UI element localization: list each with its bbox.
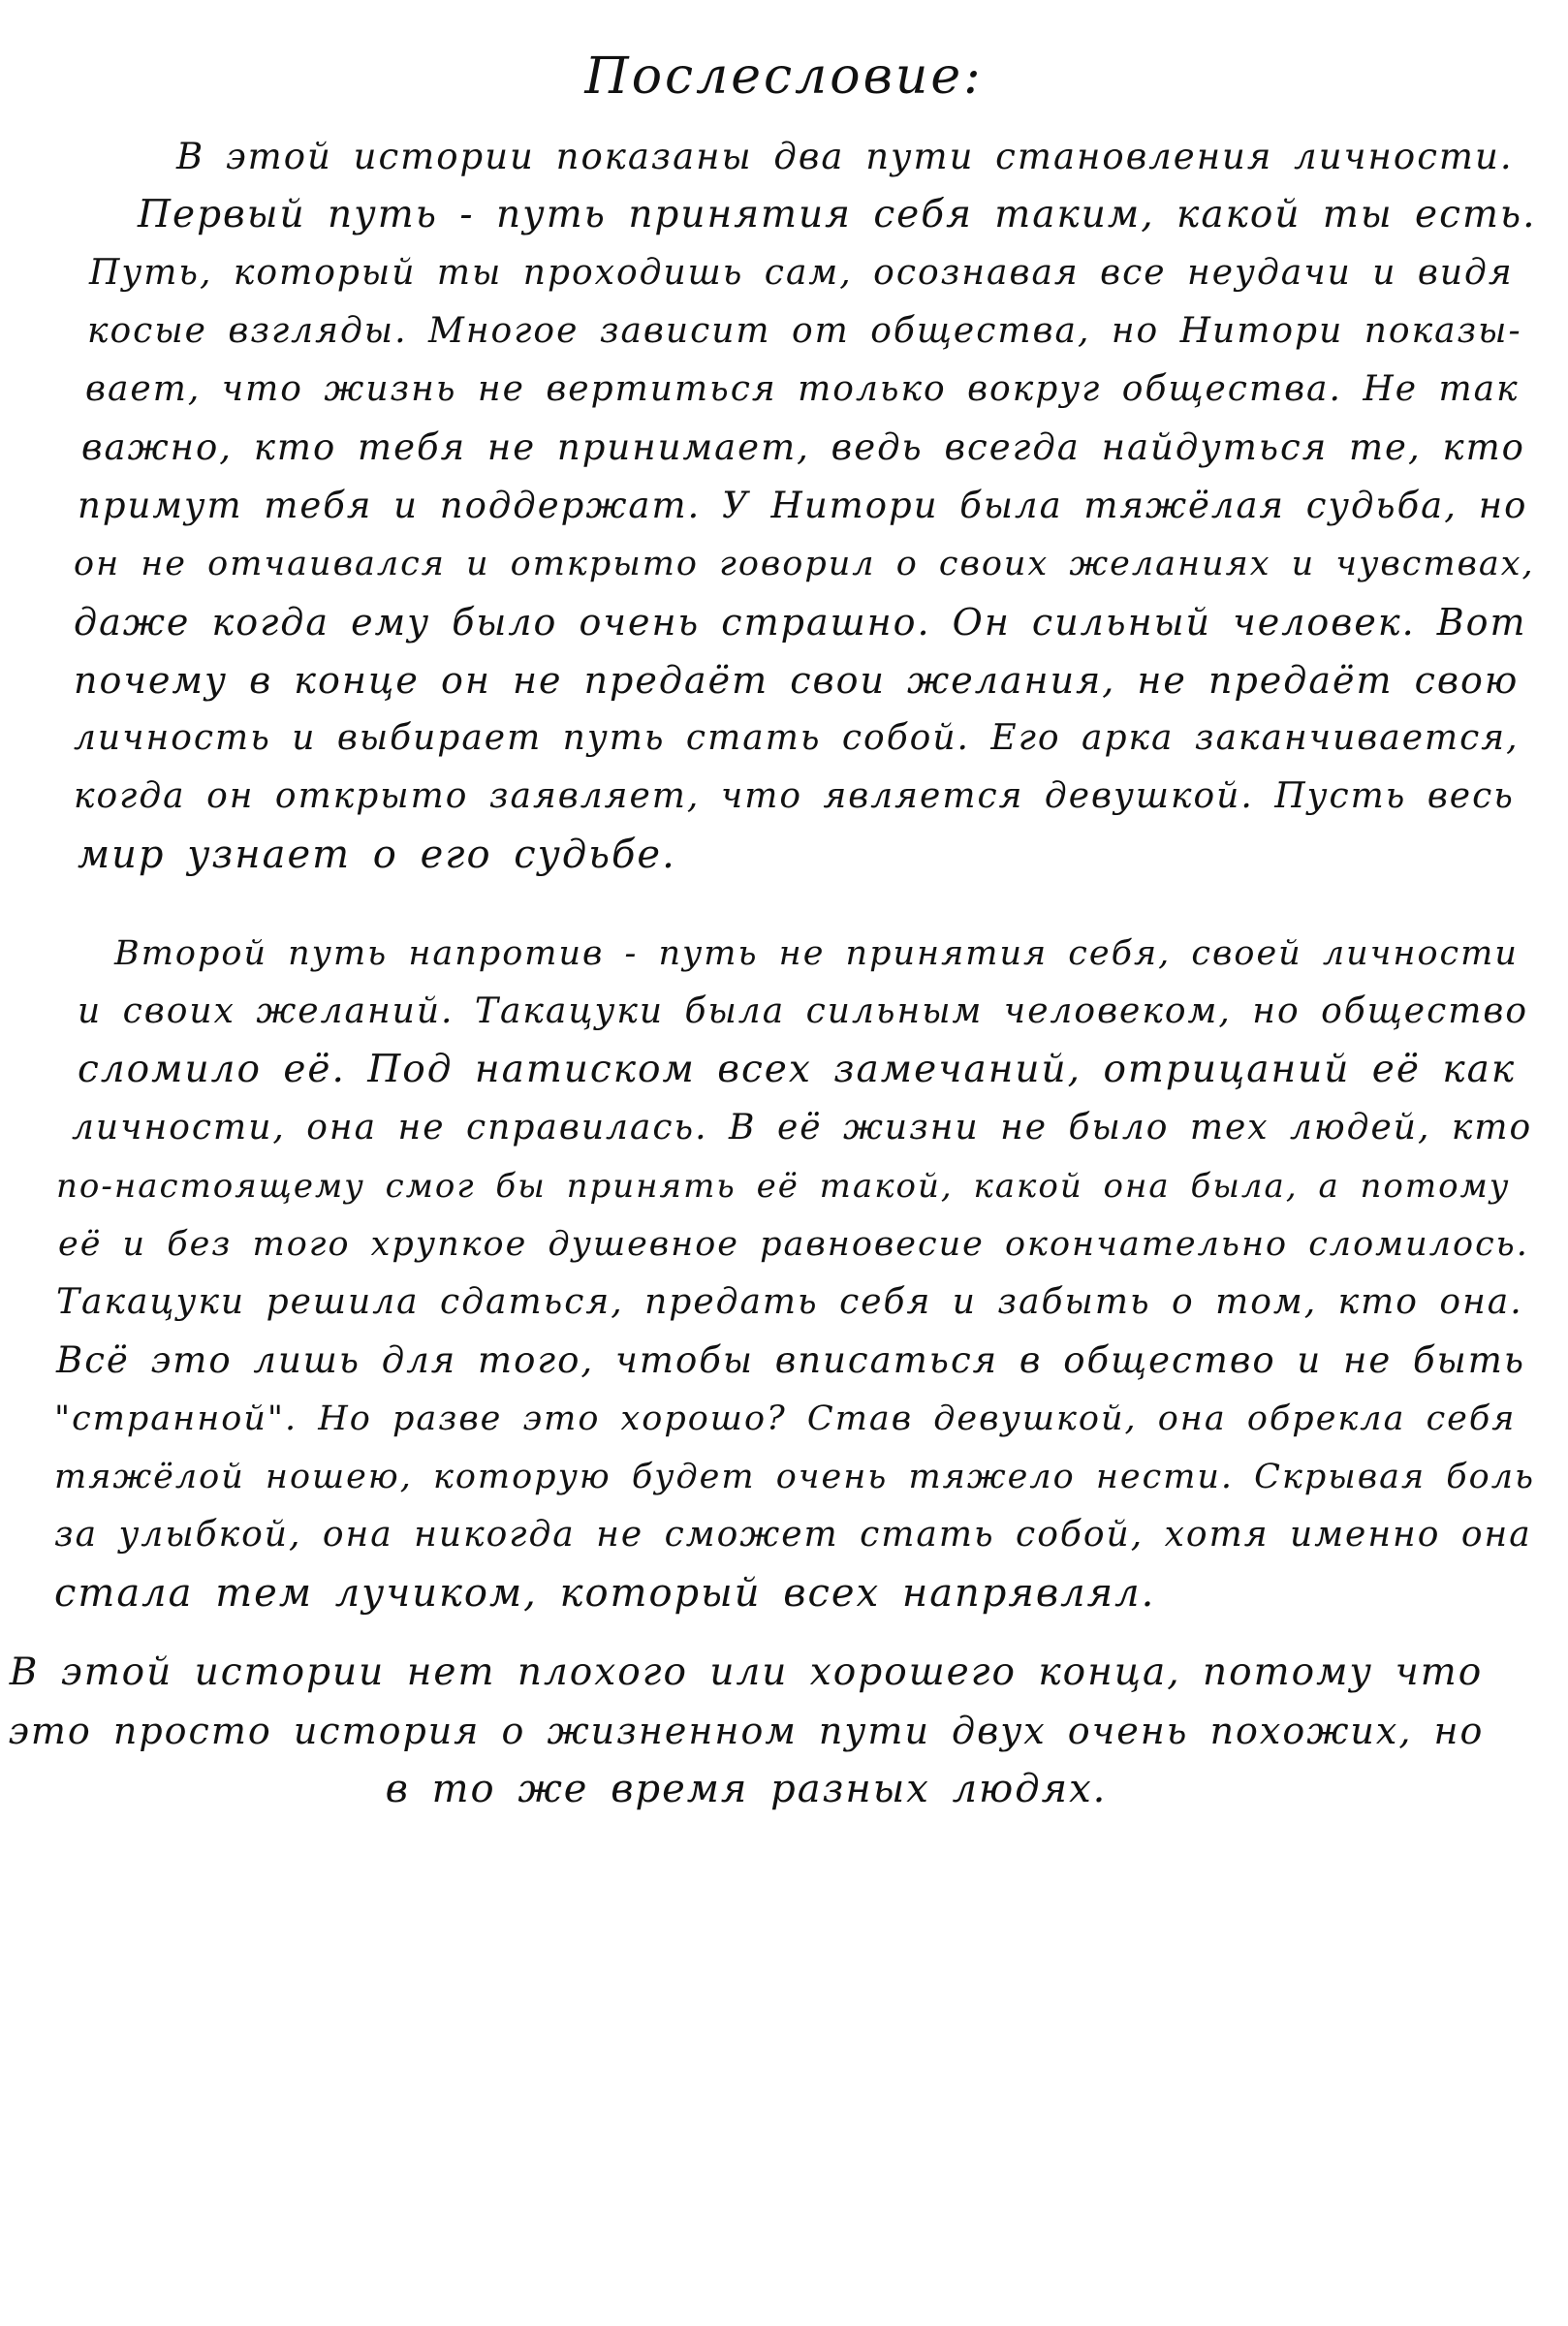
paragraph-line: сломило её. Под натиском всех замечаний, отрицаний её как	[78, 1048, 1517, 1091]
paragraph-line: её и без того хрупкое душевное равновесие окончательно сломилось.	[58, 1225, 1529, 1264]
paragraph-line: косые взгляды. Многое зависит от общества, но Нитори показы-	[87, 311, 1522, 351]
paragraph-line: когда он открыто заявляет, что является девушкой. Пусть весь	[74, 776, 1515, 816]
paragraph-line: Путь, который ты проходишь сам, осознавая все неудачи и видя	[89, 253, 1514, 293]
paragraph-line: "странной". Но разве это хорошо? Став девушкой, она обрекла себя	[54, 1399, 1517, 1438]
paragraph-line: мир узнает о его судьбе.	[78, 833, 676, 877]
paragraph-line: личности, она не справилась. В её жизни не было тех людей, кто	[72, 1108, 1533, 1147]
paragraph-line: личность и выбирает путь стать собой. Его арка заканчивается,	[74, 718, 1520, 758]
paragraph-line: В этой истории показаны два пути становления личности.	[176, 136, 1514, 177]
paragraph-line: это просто история о жизненном пути двух очень похожих, но	[8, 1710, 1485, 1752]
paragraph-line: вает, что жизнь не вертиться только вокруг общества. Не так	[85, 369, 1520, 409]
paragraph-line: даже когда ему было очень страшно. Он сильный человек. Вот	[74, 601, 1527, 644]
paragraph-line: примут тебя и поддержат. У Нитори была тяжёлая судьба, но	[78, 485, 1528, 526]
paragraph-line: за улыбкой, она никогда не сможет стать собой, хотя именно она	[54, 1515, 1532, 1555]
paragraph-line: В этой истории нет плохого или хорошего конца, потому что	[9, 1650, 1484, 1694]
paragraph-line: в то же время разных людях.	[385, 1767, 1108, 1811]
page-title: Послесловие:	[584, 47, 984, 106]
paragraph-line: Такацуки решила сдаться, предать себя и забыть о том, кто она.	[56, 1282, 1523, 1322]
paragraph-line: Всё это лишь для того, чтобы вписаться в общество и не быть	[56, 1339, 1525, 1381]
paragraph-line: Первый путь - путь принятия себя таким, какой ты есть.	[138, 193, 1537, 236]
paragraph-line: тяжёлой ношею, которую будет очень тяжело нести. Скрывая боль	[54, 1458, 1536, 1496]
paragraph-line: важно, кто тебя не принимает, ведь всегда найдуться те, кто	[81, 426, 1525, 468]
paragraph-line: он не отчаивался и открыто говорил о своих желаниях и чувствах,	[74, 545, 1535, 583]
paragraph-line: стала тем лучиком, который всех напрявлял.	[54, 1571, 1156, 1616]
paragraph-line: по-настоящему смог бы принять её такой, какой она была, а потому	[56, 1167, 1511, 1206]
paragraph-line: Второй путь напротив - путь не принятия себя, своей личности	[114, 934, 1519, 973]
paragraph-line: почему в конце он не предаёт свои желания, не предаёт свою	[74, 659, 1520, 702]
paragraph-line: и своих желаний. Такацуки была сильным человеком, но общество	[78, 991, 1529, 1031]
